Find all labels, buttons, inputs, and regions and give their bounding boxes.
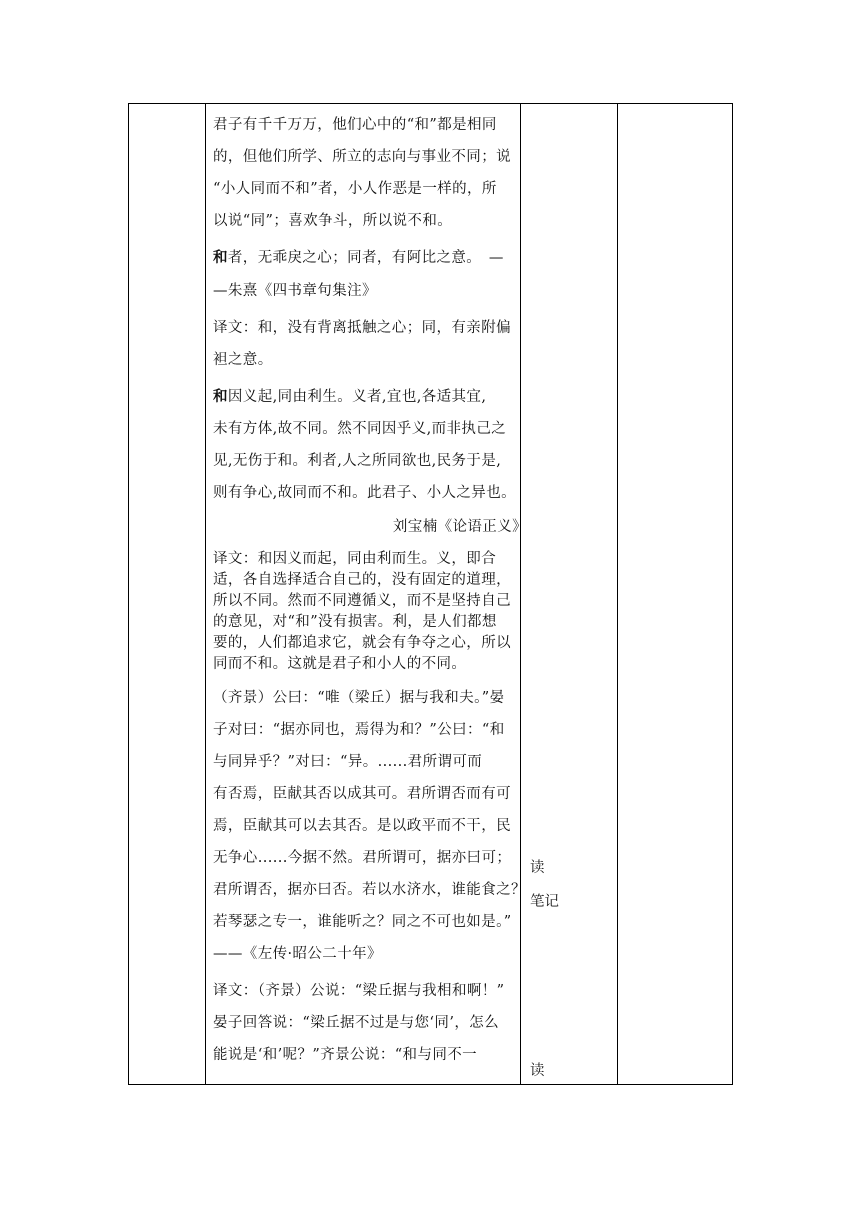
text-line: 以说“同”；喜欢争斗，所以说不和。 — [213, 213, 453, 229]
translation-line: 晏子回答说：“梁丘据不过是与您‘同’，怎么 — [213, 1015, 500, 1031]
read-label: 读 — [530, 1063, 545, 1079]
notes-label: 笔记 — [530, 894, 559, 910]
zuo-quote-line: 子对曰：“据亦同也，焉得为和？”公曰：“和 — [213, 722, 505, 738]
quote-text: 者，无乖戾之心；同者，有阿比之意。 — — [227, 250, 504, 266]
zuo-quote-line: （齐景）公曰：“唯（梁丘）据与我和夫。”晏 — [213, 690, 505, 706]
liu-quote-line: 未有方体,故不同。然不同因乎义,而非执己之 — [213, 421, 507, 437]
translation-line: 要的，人们都追求它，就会有争夺之心，所以 — [213, 635, 511, 651]
text-line: “小人同而不和”者，小人作恶是一样的，所 — [213, 181, 497, 197]
quote-text: 因义起,同由利生。义者,宜也,各适其宜, — [227, 389, 487, 405]
quote-head: 和 — [213, 388, 228, 405]
read-label: 读 — [530, 860, 545, 876]
lesson-table — [128, 103, 733, 1085]
translation-line: 的意见，对“和”没有损害。利，是人们都想 — [213, 614, 497, 630]
zuo-quote-line: 焉，臣献其可以去其否。是以政平而不干，民 — [213, 818, 511, 834]
translation-line: 译文：（齐景）公说：“梁丘据与我相和啊！” — [213, 983, 505, 999]
zuo-quote-line: 与同异乎？”对曰：“异。......君所谓可而 — [213, 754, 483, 770]
quote-head: 和 — [213, 249, 228, 266]
zuo-quote-line: 有否焉，臣献其否以成其可。君所谓否而有可 — [213, 786, 511, 802]
liu-source: 刘宝楠《论语正义》 — [392, 519, 527, 535]
column-divider — [205, 104, 206, 1084]
text-line: 的，但他们所学、所立的志向与事业不同；说 — [213, 149, 511, 165]
liu-quote-line: 见,无伤于和。利者,人之所同欲也,民务于是, — [213, 453, 502, 469]
zuo-source: ——《左传·昭公二十年》 — [213, 946, 382, 962]
translation-line: 所以不同。然而不同遵循义，而不是坚持自己 — [213, 593, 511, 609]
translation-line: 译文：和，没有背离抵触之心；同，有亲附偏 — [213, 320, 511, 336]
text-line: 君子有千千万万，他们心中的“和”都是相同 — [213, 117, 497, 133]
zhuxi-source: —朱熹《四书章句集注》 — [213, 283, 377, 299]
translation-line: 译文：和因义而起，同由利而生。义，即合 — [213, 551, 497, 567]
column-divider — [617, 104, 618, 1084]
zuo-quote-line: 若琴瑟之专一，谁能听之？同之不可也如是。” — [213, 914, 512, 930]
liu-quote-line: 则有争心,故同而不和。此君子、小人之异也。 — [213, 485, 517, 501]
translation-line: 能说是‘和’呢？”齐景公说：“和与同不一 — [213, 1047, 478, 1063]
translation-line: 袒之意。 — [213, 352, 273, 368]
zuo-quote-line: 君所谓否，据亦曰否。若以水济水，谁能食之？ — [213, 882, 526, 898]
translation-line: 同而不和。这就是君子和小人的不同。 — [213, 656, 467, 672]
translation-line: 适，各自选择适合自己的，没有固定的道理， — [213, 572, 511, 588]
zuo-quote-line: 无争心......今据不然。君所谓可，据亦曰可； — [213, 850, 512, 866]
zhuxi-quote — [213, 242, 527, 274]
liu-quote-line — [213, 381, 527, 413]
